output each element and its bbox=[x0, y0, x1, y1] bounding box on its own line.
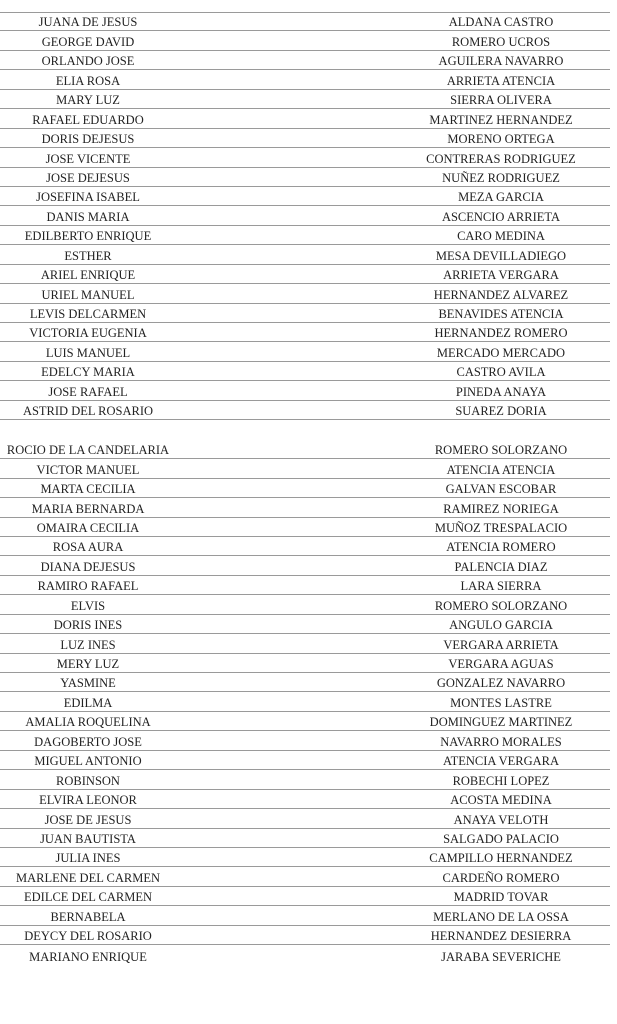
table-row bbox=[0, 187, 610, 206]
table-row bbox=[0, 284, 610, 303]
table-row bbox=[0, 498, 610, 517]
surnames-cell: CARDEÑO ROMERO bbox=[442, 870, 560, 885]
surnames-cell: AGUILERA NAVARRO bbox=[438, 54, 564, 69]
table-row bbox=[0, 362, 610, 381]
surnames-cell: ACOSTA MEDINA bbox=[450, 793, 552, 808]
first-names-cell: JOSE DEJESUS bbox=[46, 170, 130, 185]
first-names-cell: ROCIO DE LA CANDELARIA bbox=[6, 443, 170, 458]
table-row bbox=[0, 109, 610, 128]
first-names-cell: ROBINSON bbox=[56, 773, 120, 788]
surnames-cell: CONTRERAS RODRIGUEZ bbox=[426, 151, 576, 166]
table-row bbox=[0, 148, 610, 167]
surnames-cell: MERLANO DE LA OSSA bbox=[433, 909, 569, 924]
table-row bbox=[0, 848, 610, 867]
first-names-cell: GEORGE DAVID bbox=[41, 34, 135, 49]
first-names-cell: MERY LUZ bbox=[56, 657, 120, 671]
first-names-cell: ELIA ROSA bbox=[55, 73, 121, 88]
first-names-cell: JOSE RAFAEL bbox=[48, 384, 128, 399]
first-names-cell: JUANA DE JESUS bbox=[38, 15, 138, 30]
table-row bbox=[0, 712, 610, 731]
surnames-cell: CARO MEDINA bbox=[457, 229, 545, 244]
table-row bbox=[0, 576, 610, 595]
table-row bbox=[0, 518, 610, 537]
table-row bbox=[0, 420, 610, 459]
first-names-cell: EDILBERTO ENRIQUE bbox=[24, 229, 152, 244]
first-names-cell: ROSA AURA bbox=[52, 540, 124, 555]
surnames-cell: ROMERO SOLORZANO bbox=[434, 598, 568, 613]
table-row bbox=[0, 906, 610, 925]
surnames-cell: CASTRO AVILA bbox=[456, 365, 546, 380]
table-row bbox=[0, 615, 610, 634]
surnames-cell: ROMERO UCROS bbox=[451, 34, 551, 49]
first-names-cell: AMALIA ROQUELINA bbox=[25, 715, 151, 730]
table-row bbox=[0, 168, 610, 187]
table-row bbox=[0, 459, 610, 478]
table-row bbox=[0, 926, 610, 945]
surnames-cell: VERGARA AGUAS bbox=[448, 657, 554, 671]
surnames-cell: ASCENCIO ARRIETA bbox=[441, 209, 561, 224]
surnames-cell: PINEDA ANAYA bbox=[455, 384, 547, 399]
first-names-cell: MARY LUZ bbox=[56, 93, 120, 108]
first-names-cell: VICTOR MANUEL bbox=[36, 462, 140, 477]
surnames-cell: VERGARA ARRIETA bbox=[443, 637, 559, 652]
first-names-cell: VICTORIA EUGENIA bbox=[29, 326, 147, 341]
table-row bbox=[0, 867, 610, 886]
surnames-cell: HERNANDEZ DESIERRA bbox=[430, 929, 572, 944]
first-names-cell: MARIA BERNARDA bbox=[31, 501, 145, 516]
surnames-cell: ATENCIA VERGARA bbox=[442, 754, 560, 769]
surnames-cell: SUAREZ DORIA bbox=[455, 404, 547, 419]
first-names-cell: DORIS DEJESUS bbox=[41, 132, 135, 147]
surnames-cell: MONTES LASTRE bbox=[450, 695, 552, 710]
first-names-cell: DIANA DEJESUS bbox=[40, 559, 136, 574]
surnames-cell: GONZALEZ NAVARRO bbox=[436, 676, 566, 691]
table-row bbox=[0, 12, 610, 31]
first-names-cell: JULIA INES bbox=[55, 851, 121, 866]
first-names-cell: LEVIS DELCARMEN bbox=[29, 307, 147, 321]
first-names-cell: MARTA CECILIA bbox=[40, 482, 136, 497]
table-row bbox=[0, 790, 610, 809]
surnames-cell: MARTINEZ HERNANDEZ bbox=[429, 112, 573, 127]
table-row bbox=[0, 829, 610, 848]
surnames-cell: ALDANA CASTRO bbox=[448, 15, 554, 30]
first-names-cell: RAMIRO RAFAEL bbox=[37, 579, 139, 594]
first-names-cell: DAGOBERTO JOSE bbox=[34, 734, 142, 749]
table-row bbox=[0, 245, 610, 264]
surnames-cell: ANGULO GARCIA bbox=[449, 618, 553, 633]
table-row bbox=[0, 206, 610, 225]
first-names-cell: JOSE VICENTE bbox=[45, 151, 131, 166]
surnames-cell: RAMIREZ NORIEGA bbox=[443, 501, 559, 516]
table-row bbox=[0, 265, 610, 284]
first-names-cell: MARIANO ENRIQUE bbox=[29, 949, 147, 964]
surnames-cell: MADRID TOVAR bbox=[453, 890, 549, 905]
first-names-cell: ORLANDO JOSE bbox=[41, 54, 135, 69]
surnames-cell: LARA SIERRA bbox=[460, 579, 542, 594]
first-names-cell: ARIEL ENRIQUE bbox=[40, 268, 136, 283]
first-names-cell: LUIS MANUEL bbox=[45, 345, 131, 360]
table-row bbox=[0, 692, 610, 711]
table-row bbox=[0, 304, 610, 323]
surnames-cell: NUÑEZ RODRIGUEZ bbox=[442, 170, 560, 185]
surnames-cell: MEZA GARCIA bbox=[458, 190, 544, 205]
table-row bbox=[0, 770, 610, 789]
name-table bbox=[0, 12, 610, 965]
first-names-cell: RAFAEL EDUARDO bbox=[32, 112, 144, 127]
surnames-cell: ANAYA VELOTH bbox=[453, 812, 549, 827]
table-row bbox=[0, 90, 610, 109]
table-row bbox=[0, 595, 610, 614]
table-row bbox=[0, 226, 610, 245]
surnames-cell: ATENCIA ROMERO bbox=[446, 540, 556, 555]
surnames-cell: MESA DEVILLADIEGO bbox=[435, 248, 567, 263]
surnames-cell: ARRIETA VERGARA bbox=[443, 268, 559, 283]
table-row bbox=[0, 381, 610, 400]
surnames-cell: ROBECHI LOPEZ bbox=[452, 773, 550, 788]
surnames-cell: MERCADO MERCADO bbox=[436, 345, 566, 360]
table-row bbox=[0, 945, 610, 964]
first-names-cell: JOSE DE JESUS bbox=[44, 812, 132, 827]
first-names-cell: ASTRID DEL ROSARIO bbox=[22, 404, 154, 419]
surnames-cell: CAMPILLO HERNANDEZ bbox=[429, 851, 573, 866]
table-row bbox=[0, 654, 610, 673]
first-names-cell: DEYCY DEL ROSARIO bbox=[24, 929, 152, 944]
first-names-cell: EDELCY MARIA bbox=[41, 365, 135, 380]
first-names-cell: ELVIS bbox=[70, 598, 106, 613]
table-row bbox=[0, 731, 610, 750]
table-row bbox=[0, 479, 610, 498]
surnames-cell: MORENO ORTEGA bbox=[447, 132, 555, 147]
surnames-cell: DOMINGUEZ MARTINEZ bbox=[429, 715, 573, 730]
first-names-cell: DORIS INES bbox=[53, 618, 123, 633]
table-row bbox=[0, 887, 610, 906]
surnames-cell: HERNANDEZ ALVAREZ bbox=[433, 287, 569, 302]
first-names-cell: JUAN BAUTISTA bbox=[40, 831, 136, 846]
first-names-cell: ELVIRA LEONOR bbox=[39, 793, 137, 808]
table-row bbox=[0, 809, 610, 828]
first-names-cell: EDILCE DEL CARMEN bbox=[24, 890, 152, 905]
table-row bbox=[0, 401, 610, 420]
first-names-cell: DANIS MARIA bbox=[46, 209, 130, 224]
table-row bbox=[0, 129, 610, 148]
table-row bbox=[0, 634, 610, 653]
surnames-cell: ATENCIA ATENCIA bbox=[446, 462, 556, 477]
first-names-cell: BERNABELA bbox=[50, 909, 126, 924]
surnames-cell: SIERRA OLIVERA bbox=[450, 93, 552, 108]
first-names-cell: ESTHER bbox=[64, 248, 112, 263]
surnames-cell: BENAVIDES ATENCIA bbox=[438, 307, 564, 321]
first-names-cell: URIEL MANUEL bbox=[41, 287, 135, 302]
first-names-cell: MARLENE DEL CARMEN bbox=[16, 870, 160, 885]
surnames-cell: ROMERO SOLORZANO bbox=[434, 443, 568, 458]
table-row bbox=[0, 537, 610, 556]
surnames-cell: SALGADO PALACIO bbox=[443, 831, 559, 846]
table-row bbox=[0, 70, 610, 89]
surnames-cell: ARRIETA ATENCIA bbox=[446, 73, 556, 88]
surnames-cell: GALVAN ESCOBAR bbox=[445, 482, 557, 497]
table-row bbox=[0, 556, 610, 575]
first-names-cell: MIGUEL ANTONIO bbox=[34, 754, 142, 769]
first-names-cell: OMAIRA CECILIA bbox=[36, 520, 140, 535]
table-row bbox=[0, 673, 610, 692]
surnames-cell: PALENCIA DIAZ bbox=[454, 559, 548, 574]
table-row bbox=[0, 51, 610, 70]
table-row bbox=[0, 342, 610, 361]
table-row bbox=[0, 31, 610, 50]
first-names-cell: YASMINE bbox=[60, 676, 116, 691]
first-names-cell: LUZ INES bbox=[60, 637, 116, 652]
surnames-cell: NAVARRO MORALES bbox=[440, 734, 562, 749]
surnames-cell: MUÑOZ TRESPALACIO bbox=[434, 520, 568, 535]
first-names-cell: EDILMA bbox=[63, 695, 113, 710]
table-row bbox=[0, 751, 610, 770]
surnames-cell: JARABA SEVERICHE bbox=[441, 949, 561, 964]
surnames-cell: HERNANDEZ ROMERO bbox=[434, 326, 568, 341]
first-names-cell: JOSEFINA ISABEL bbox=[36, 190, 140, 205]
table-row bbox=[0, 323, 610, 342]
